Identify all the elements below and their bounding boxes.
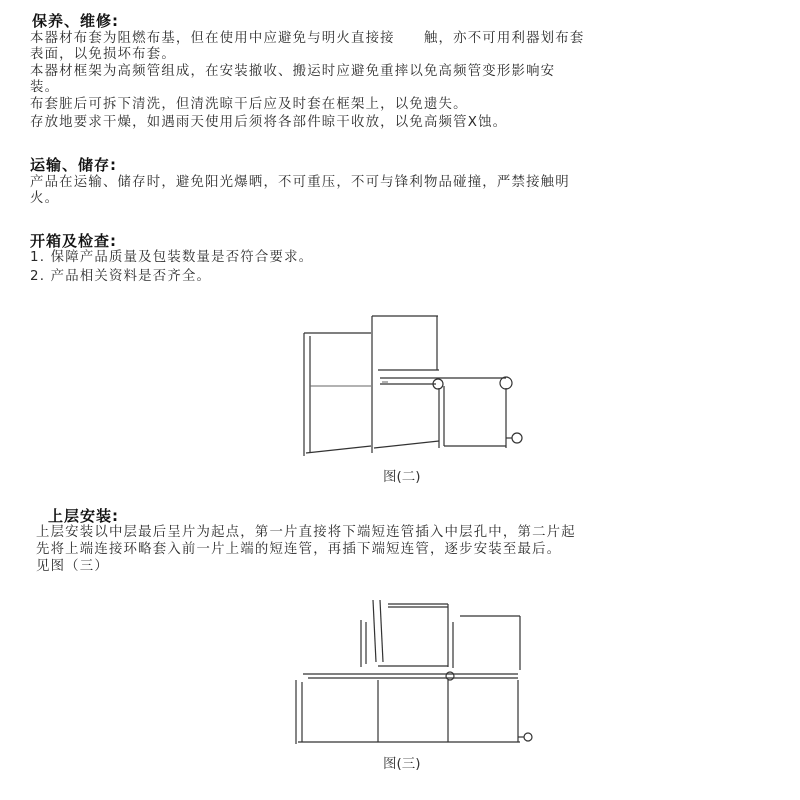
figure-2-caption: 图(二)	[383, 469, 421, 485]
heading-transport-storage: 运输、储存:	[30, 156, 117, 174]
maintenance-line-5: 布套脏后可拆下清洗，但清洗晾干后应及时套在框架上，以免遗失。	[30, 97, 468, 112]
maintenance-line-3: 本器材框架为高频管组成，在安装撤收、搬运时应避免重摔以免高频管变形影响安	[30, 64, 556, 79]
maintenance-line-4: 装。	[30, 80, 60, 95]
transport-line-2: 火。	[30, 191, 60, 206]
transport-line-1: 产品在运输、储存时，避免阳光爆晒，不可重压，不可与锋利物品碰撞，严禁接触明	[30, 175, 570, 190]
heading-maintenance: 保养、维修:	[32, 12, 119, 30]
figure-3-caption: 图(三)	[383, 756, 421, 772]
heading-unpacking-inspection: 开箱及检查:	[30, 232, 117, 250]
upper-install-line-1: 上层安装以中层最后呈片为起点，第一片直接将下端短连管插入中层孔中，第二片起	[36, 525, 576, 540]
upper-install-line-3: 见图（三）	[36, 559, 109, 574]
upper-install-line-2: 先将上端连接环略套入前一片上端的短连管，再插下端短连管，逐步安装至最后。	[36, 542, 562, 557]
maintenance-line-2: 表面，以免损坏布套。	[30, 47, 176, 62]
maintenance-line-1: 本器材布套为阻燃布基，但在使用中应避免与明火直接接 触，亦不可用利器划布套	[30, 31, 585, 46]
inspection-line-1: 1. 保障产品质量及包装数量是否符合要求。	[30, 250, 314, 265]
maintenance-line-6: 存放地要求干燥，如遇雨天使用后须将各部件晾干收放，以免高频管X蚀。	[30, 115, 508, 130]
inspection-line-2: 2. 产品相关资料是否齐全。	[30, 269, 212, 284]
figure-3-drawing	[288, 592, 550, 752]
heading-upper-install: 上层安装:	[48, 507, 119, 525]
figure-2-drawing	[296, 308, 536, 463]
